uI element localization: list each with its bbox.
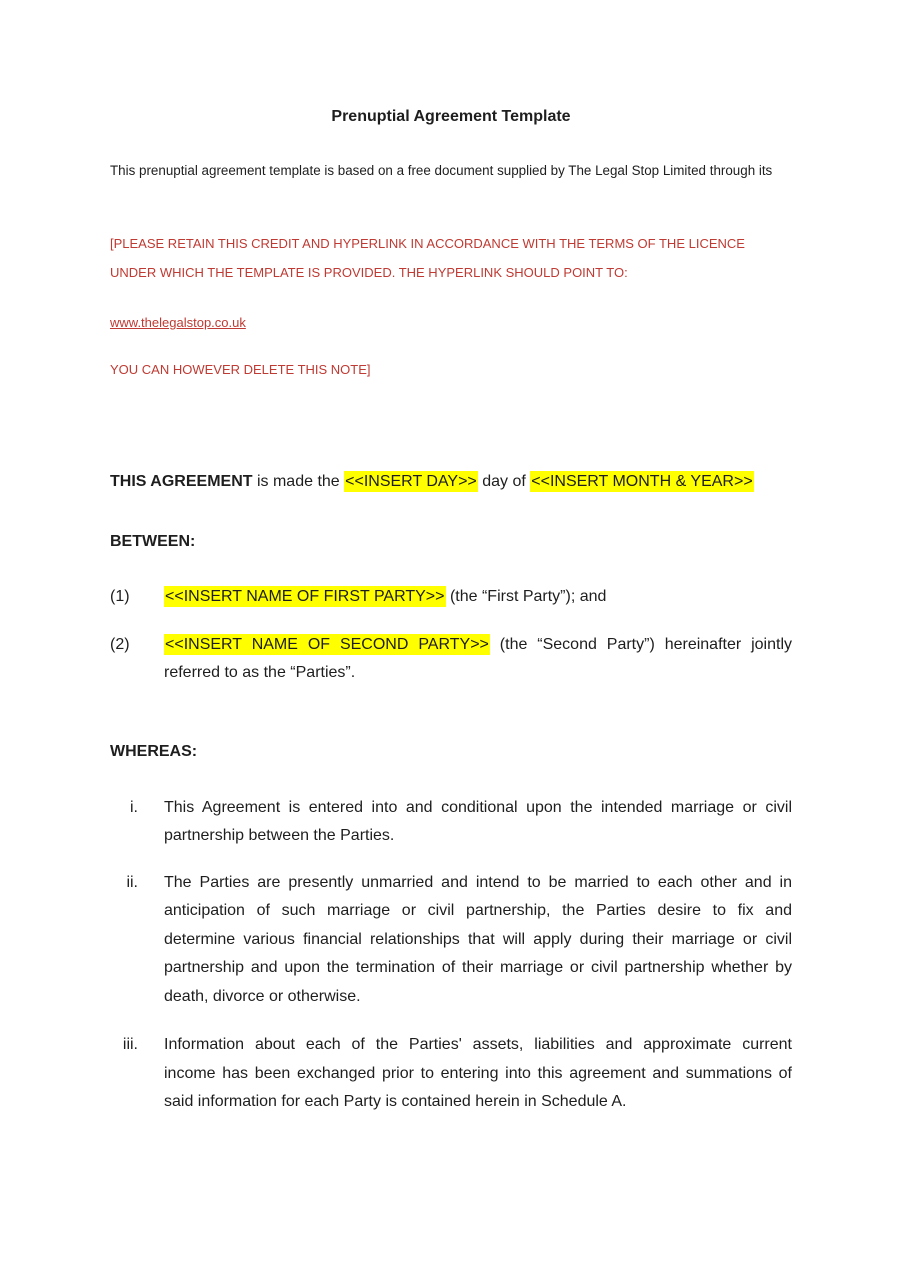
second-party-placeholder: <<INSERT NAME OF SECOND PARTY>> — [165, 635, 489, 653]
notice-paragraph-1: [PLEASE RETAIN THIS CREDIT AND HYPERLINK IN ACCORDANCE WITH THE TERMS OF THE LICENCE UNDER WHICH THE TEMPLATE IS PROVIDED. THE HYPERLINK SHOULD POINT TO: — [110, 236, 745, 280]
recital-text: This Agreement is entered into and conditional upon the intended marriage or civil partnership between the Parties. — [164, 798, 792, 844]
first-party-placeholder: <<INSERT NAME OF FIRST PARTY>> — [165, 588, 445, 605]
recital-text: Information about each of the Parties' assets, liabilities and approximate current income has been exchanged prior to entering into this agreement and summations of said information for each Party is contained herein in Schedule A. — [164, 1036, 792, 1110]
legalstop-link[interactable]: www.thelegalstop.co.uk — [110, 315, 246, 330]
this-agreement-lead: THIS AGREEMENT — [110, 473, 253, 490]
party-number: (1) — [110, 588, 130, 605]
second-party-after-text: (the “Second Party”) hereinafter jointly — [489, 635, 793, 653]
document-title: Prenuptial Agreement Template — [331, 108, 571, 125]
recital-number: ii. — [126, 873, 138, 891]
party-number: (2) — [110, 635, 130, 653]
recital-item-i — [110, 794, 792, 851]
insert-month-year-placeholder: <<INSERT MONTH & YEAR>> — [531, 473, 753, 490]
first-party-after-text: (the “First Party”); and — [445, 588, 607, 605]
agreement-day-of-text: day of — [477, 473, 531, 490]
party-item-2 — [110, 631, 792, 688]
second-party-after-text-2: referred to as the “Parties”. — [164, 664, 356, 681]
party-text — [164, 631, 792, 688]
recital-item-iii — [110, 1031, 792, 1117]
license-notice — [110, 230, 792, 382]
between-heading: BETWEEN: — [110, 533, 196, 550]
whereas-heading: WHEREAS: — [110, 742, 198, 760]
recital-item-ii — [110, 869, 792, 1012]
notice-paragraph-2: YOU CAN HOWEVER DELETE THIS NOTE] — [110, 362, 371, 377]
party-item-1 — [110, 583, 792, 612]
insert-day-placeholder: <<INSERT DAY>> — [345, 473, 477, 490]
recital-text: The Parties are presently unmarried and intend to be married to each other and in anticipation of such marriage or civil partnership, the Parties desire to fix and determine various financial relationships that will apply during their marriage or civil partnership and upon the termination of their marriage or civil partnership whether by death, divorce or otherwise. — [164, 873, 792, 1005]
intro-paragraph: This prenuptial agreement template is based on a free document supplied by The Legal Stop Limited through its — [110, 163, 773, 178]
party-text — [164, 583, 792, 612]
recital-number: iii. — [122, 1036, 138, 1053]
agreement-date-line — [110, 468, 792, 496]
agreement-made-text: is made the — [252, 473, 345, 490]
notice-link-row — [110, 311, 792, 335]
recital-number: i. — [130, 798, 138, 816]
